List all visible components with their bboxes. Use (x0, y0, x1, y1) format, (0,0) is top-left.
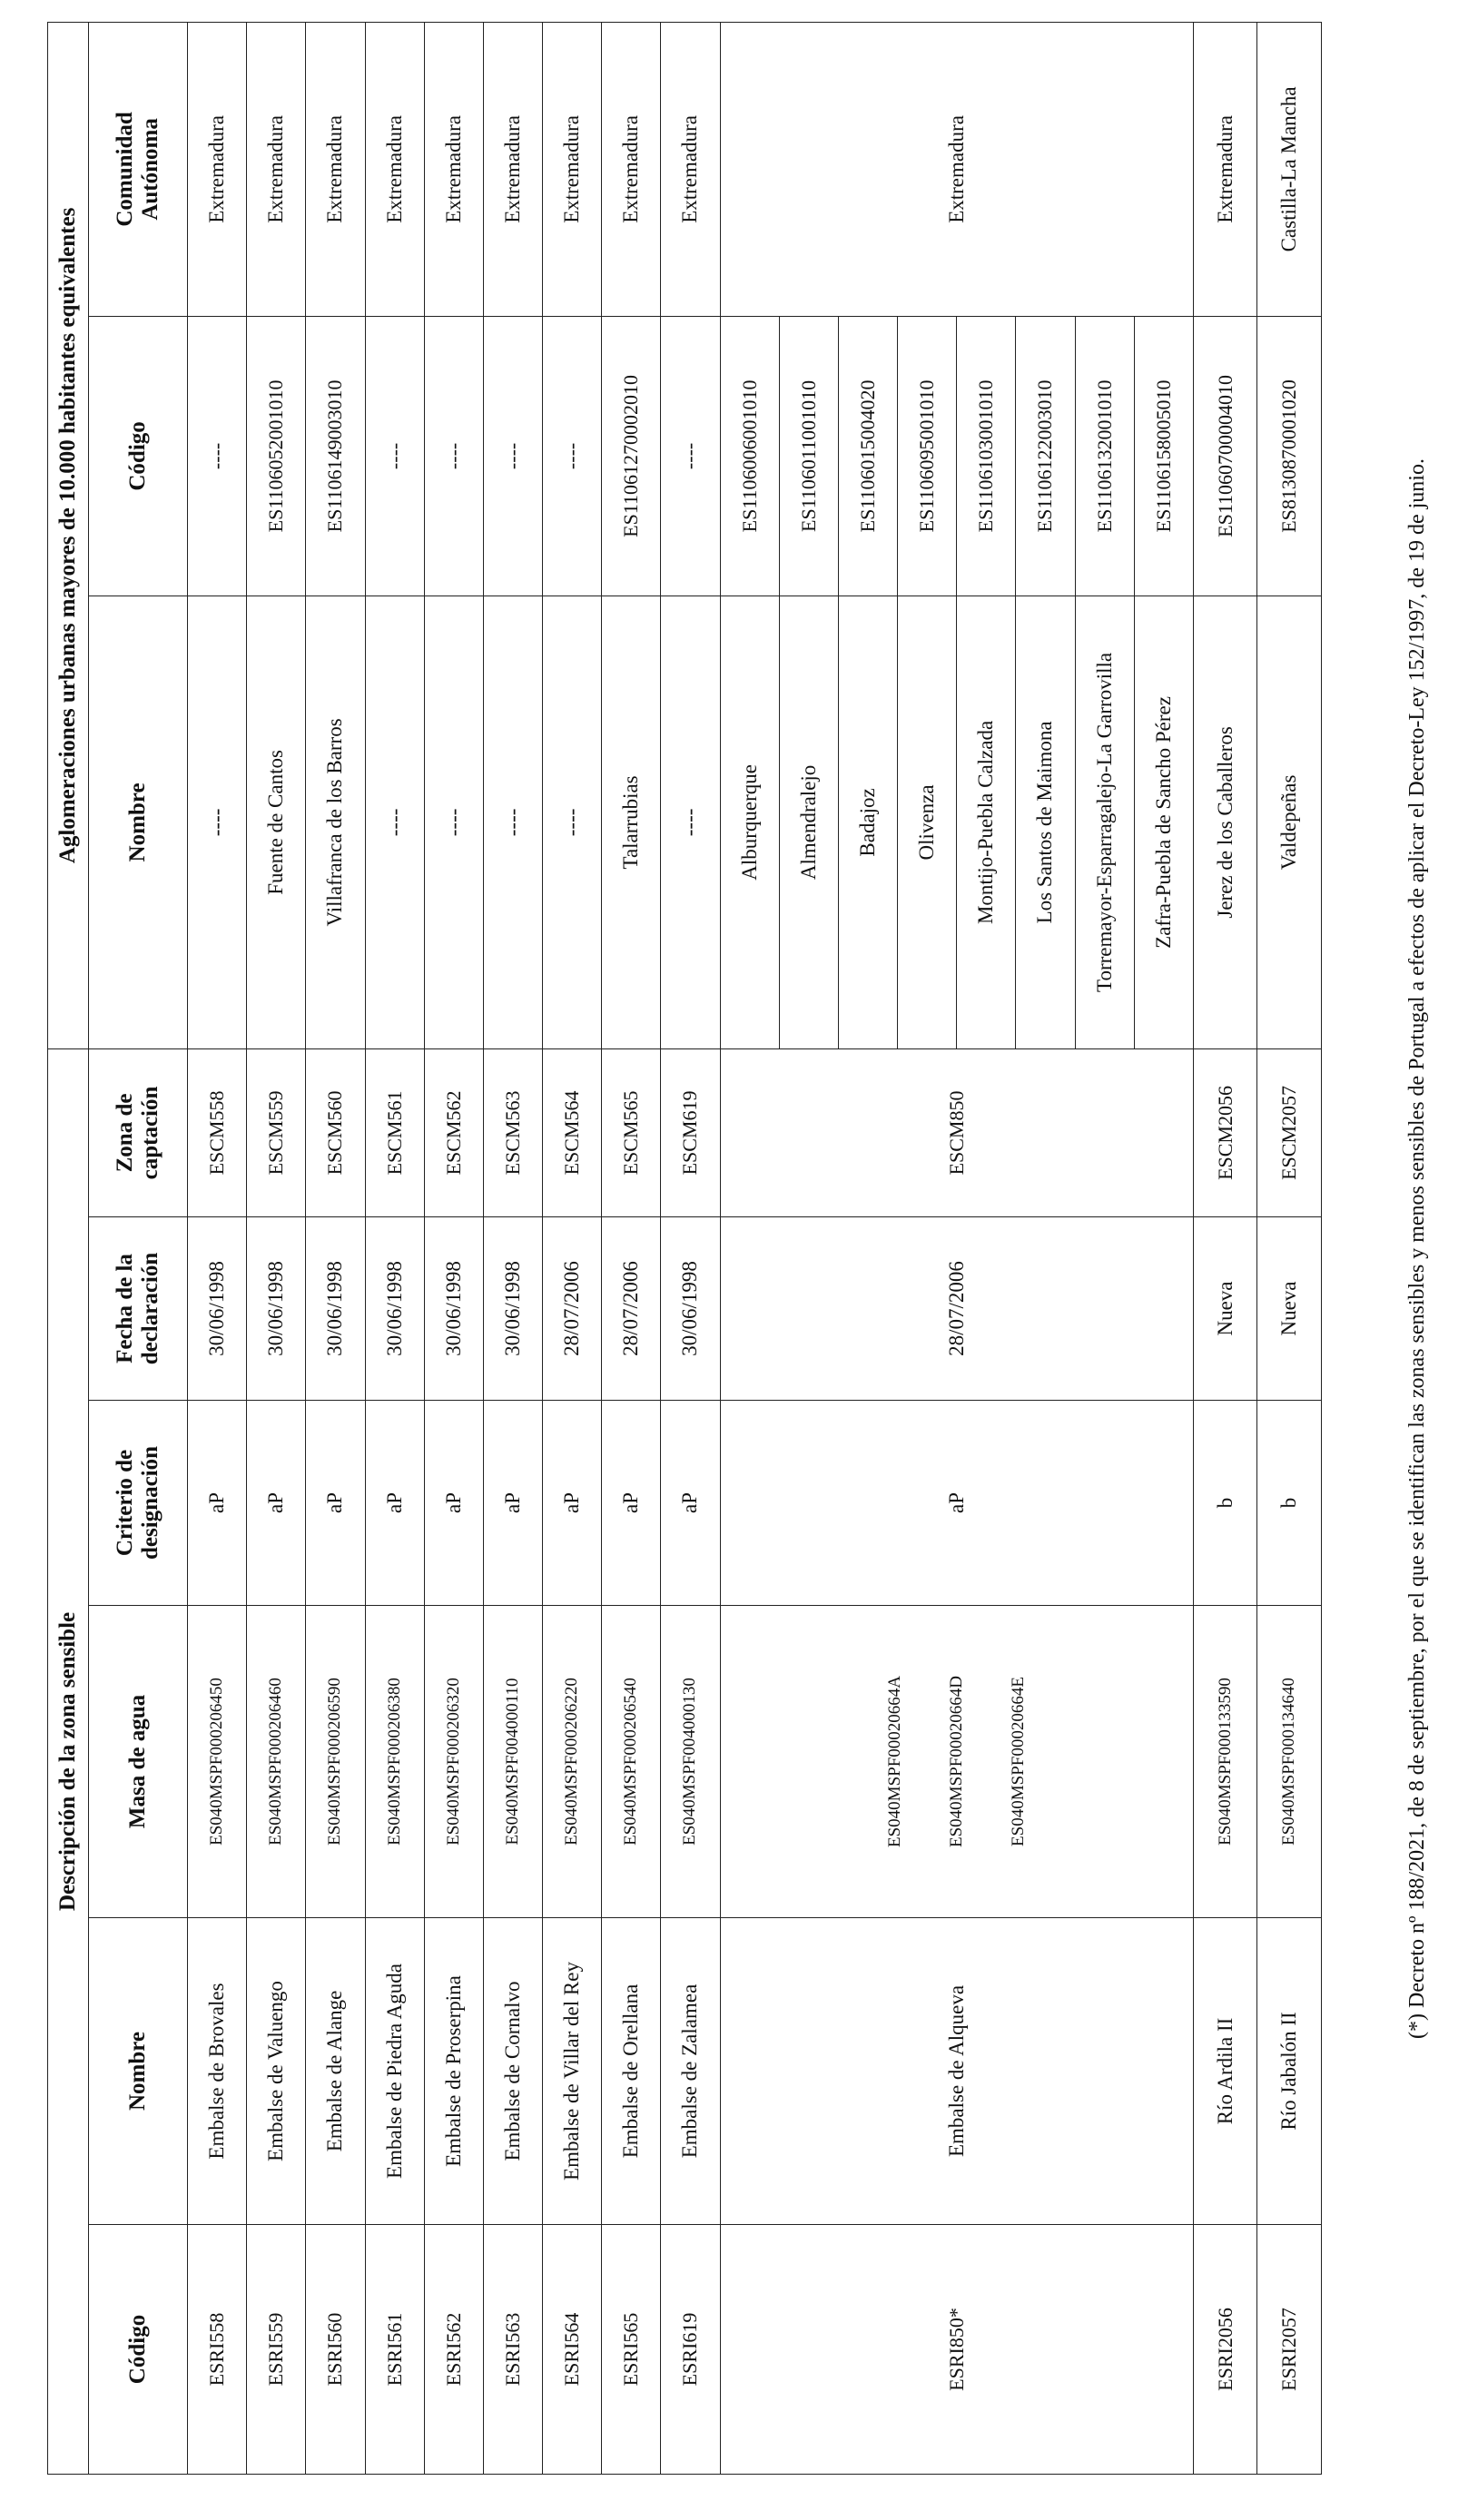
cell-codigo: ESRI559 (247, 2225, 306, 2475)
cell-codigo: ESRI565 (602, 2225, 661, 2475)
table-row (188, 22, 247, 2474)
cell-criterio: aP (247, 1401, 306, 1606)
cell-fecha: 30/06/1998 (247, 1217, 306, 1401)
cell-aglo-nombre: ---- (543, 596, 602, 1048)
cell-comunidad: Extremadura (365, 22, 424, 316)
cell-codigo: ESRI564 (543, 2225, 602, 2475)
cell-nombre: Embalse de Piedra Aguda (365, 1918, 424, 2225)
cell-nombre: Río Ardila II (1193, 1918, 1256, 2225)
footnote: (*) Decreto nº 188/2021, de 8 de septiembre, por el que se identifican las zonas sensibles y menos sensibles de Portugal a efectos de aplicar el Decreto-Ley 152/1997, de 19 de junio. (1405, 458, 1429, 2039)
cell-zona-captacion: ESCM559 (247, 1048, 306, 1216)
table-row (602, 22, 661, 2474)
cell-comunidad: Extremadura (720, 22, 1193, 316)
cell-fecha: 28/07/2006 (543, 1217, 602, 1401)
cell-aglo-nombre: ---- (483, 596, 542, 1048)
cell-nombre: Embalse de Brovales (188, 1918, 247, 2225)
table-row (483, 22, 542, 2474)
col-header-codigo: Código (89, 2225, 188, 2475)
table-row (247, 22, 306, 2474)
cell-aglo-nombre: ---- (188, 596, 247, 1048)
col-header-nombre: Nombre (89, 1918, 188, 2225)
cell-aglo-nombre: Alburquerque (720, 596, 779, 1048)
cell-masa-agua: ES040MSPF000206380 (365, 1606, 424, 1918)
cell-nombre: Embalse de Alqueva (720, 1918, 1193, 2225)
cell-comunidad: Extremadura (543, 22, 602, 316)
cell-codigo: ESRI563 (483, 2225, 542, 2475)
cell-masa-agua: ES040MSPF004000110 (483, 1606, 542, 1918)
zona-line-1: Zona de (113, 1093, 137, 1173)
cell-masa-agua: ES040MSPF000133590 (1193, 1606, 1256, 1918)
cell-zona-captacion: ESCM850 (720, 1048, 1193, 1216)
cell-zona-captacion: ESCM558 (188, 1048, 247, 1216)
col-header-criterio (89, 1401, 188, 1606)
cell-aglo-codigo: ES1106158005010 (1134, 316, 1193, 596)
cell-nombre: Embalse de Cornalvo (483, 1918, 542, 2225)
cell-nombre: Embalse de Alange (306, 1918, 365, 2225)
cell-aglo-nombre: Talarrubias (602, 596, 661, 1048)
cell-aglo-codigo: ES1106006001010 (720, 316, 779, 596)
table-body (188, 22, 1322, 2474)
cell-codigo: ESRI619 (661, 2225, 720, 2475)
comunidad-line-1: Comunidad (113, 112, 137, 227)
cell-aglo-nombre: ---- (424, 596, 483, 1048)
cell-fecha: 30/06/1998 (306, 1217, 365, 1401)
cell-aglo-nombre: ---- (661, 596, 720, 1048)
comunidad-line-2: Autónoma (138, 118, 163, 221)
cell-criterio: aP (188, 1401, 247, 1606)
cell-criterio: aP (602, 1401, 661, 1606)
cell-fecha: 30/06/1998 (365, 1217, 424, 1401)
cell-comunidad: Extremadura (483, 22, 542, 316)
col-header-masa-agua: Masa de agua (89, 1606, 188, 1918)
cell-aglo-codigo: ES11060700004010 (1193, 316, 1256, 596)
cell-codigo: ESRI850* (720, 2225, 1193, 2475)
cell-comunidad: Extremadura (602, 22, 661, 316)
cell-aglo-nombre: Villafranca de los Barros (306, 596, 365, 1048)
cell-masa-agua: ES040MSPF004000130 (661, 1606, 720, 1918)
cell-aglo-nombre: ---- (365, 596, 424, 1048)
zonas-sensibles-table (47, 22, 1322, 2475)
cell-fecha: 28/07/2006 (720, 1217, 1193, 1401)
cell-masa-agua: ES040MSPF000206460 (247, 1606, 306, 1918)
cell-masa-agua: ES040MSPF000206220 (543, 1606, 602, 1918)
cell-zona-captacion: ESCM560 (306, 1048, 365, 1216)
cell-aglo-nombre: Zafra-Puebla de Sancho Pérez (1134, 596, 1193, 1048)
col-header-comunidad (89, 22, 188, 316)
cell-aglo-codigo: ---- (424, 316, 483, 596)
cell-criterio: aP (365, 1401, 424, 1606)
cell-criterio: aP (483, 1401, 542, 1606)
cell-aglo-nombre: Almendralejo (779, 596, 838, 1048)
cell-masa-agua: ES040MSPF000206450 (188, 1606, 247, 1918)
cell-comunidad: Extremadura (306, 22, 365, 316)
cell-aglo-nombre: Montijo-Puebla Calzada (957, 596, 1016, 1048)
cell-criterio: aP (424, 1401, 483, 1606)
table-row (720, 22, 779, 2474)
cell-fecha: 30/06/1998 (424, 1217, 483, 1401)
cell-codigo: ESRI2057 (1257, 2225, 1322, 2475)
zona-line-2: captación (138, 1086, 163, 1180)
cell-criterio: b (1257, 1401, 1322, 1606)
masa-agua-item: ES040MSPF00020664D (946, 1676, 966, 1847)
cell-aglo-nombre: Badajoz (838, 596, 897, 1048)
cell-aglo-codigo: ES1106122003010 (1016, 316, 1075, 596)
cell-codigo: ESRI561 (365, 2225, 424, 2475)
criterio-line-1: Criterio de (113, 1449, 137, 1557)
cell-criterio: aP (306, 1401, 365, 1606)
cell-aglo-codigo: ES1106103001010 (957, 316, 1016, 596)
cell-aglo-codigo: ---- (543, 316, 602, 596)
cell-zona-captacion: ESCM2056 (1193, 1048, 1256, 1216)
cell-fecha: Nueva (1193, 1217, 1256, 1401)
cell-aglo-nombre: Torremayor-Esparragalejo-La Garrovilla (1075, 596, 1134, 1048)
col-header-aglo-nombre: Nombre (89, 596, 188, 1048)
cell-aglo-codigo: ES8130870001020 (1257, 316, 1322, 596)
cell-comunidad: Extremadura (247, 22, 306, 316)
cell-aglo-nombre: Jerez de los Caballeros (1193, 596, 1256, 1048)
cell-aglo-codigo: ES1106052001010 (247, 316, 306, 596)
table-row (306, 22, 365, 2474)
fecha-line-1: Fecha de la (113, 1254, 137, 1363)
cell-nombre: Embalse de Orellana (602, 1918, 661, 2225)
cell-nombre: Embalse de Valuengo (247, 1918, 306, 2225)
cell-aglo-nombre: Valdepeñas (1257, 596, 1322, 1048)
masa-agua-item: ES040MSPF00020664A (884, 1676, 904, 1847)
table-row (1257, 22, 1322, 2474)
cell-masa-agua (720, 1606, 1193, 1918)
cell-fecha: 28/07/2006 (602, 1217, 661, 1401)
cell-zona-captacion: ESCM564 (543, 1048, 602, 1216)
table-row (661, 22, 720, 2474)
cell-aglo-codigo: ES1106015004020 (838, 316, 897, 596)
cell-criterio: aP (720, 1401, 1193, 1606)
cell-aglo-nombre: Olivenza (898, 596, 957, 1048)
cell-zona-captacion: ESCM562 (424, 1048, 483, 1216)
cell-criterio: aP (543, 1401, 602, 1606)
cell-zona-captacion: ESCM565 (602, 1048, 661, 1216)
cell-criterio: aP (661, 1401, 720, 1606)
cell-comunidad: Extremadura (424, 22, 483, 316)
cell-nombre: Embalse de Proserpina (424, 1918, 483, 2225)
cell-codigo: ESRI560 (306, 2225, 365, 2475)
cell-fecha: 30/06/1998 (483, 1217, 542, 1401)
cell-aglo-codigo: ---- (661, 316, 720, 596)
cell-fecha: 30/06/1998 (661, 1217, 720, 1401)
cell-nombre: Embalse de Villar del Rey (543, 1918, 602, 2225)
cell-nombre: Río Jabalón II (1257, 1918, 1322, 2225)
col-header-fecha (89, 1217, 188, 1401)
col-header-zona-captacion (89, 1048, 188, 1216)
cell-codigo: ESRI558 (188, 2225, 247, 2475)
cell-aglo-codigo: ES11061270002010 (602, 316, 661, 596)
group-header-zona-sensible: Descripción de la zona sensible (48, 1048, 89, 2474)
cell-aglo-codigo: ---- (188, 316, 247, 596)
cell-fecha: Nueva (1257, 1217, 1322, 1401)
cell-masa-agua: ES040MSPF000134640 (1257, 1606, 1322, 1918)
cell-comunidad: Castilla-La Mancha (1257, 22, 1322, 316)
cell-zona-captacion: ESCM619 (661, 1048, 720, 1216)
cell-aglo-nombre: Los Santos de Maimona (1016, 596, 1075, 1048)
cell-zona-captacion: ESCM563 (483, 1048, 542, 1216)
cell-aglo-nombre: Fuente de Cantos (247, 596, 306, 1048)
cell-masa-agua: ES040MSPF000206540 (602, 1606, 661, 1918)
cell-codigo: ESRI2056 (1193, 2225, 1256, 2475)
table-row (365, 22, 424, 2474)
cell-masa-agua: ES040MSPF000206320 (424, 1606, 483, 1918)
table-row (543, 22, 602, 2474)
criterio-line-2: designación (138, 1445, 163, 1560)
col-header-aglo-codigo: Código (89, 316, 188, 596)
cell-comunidad: Extremadura (1193, 22, 1256, 316)
cell-fecha: 30/06/1998 (188, 1217, 247, 1401)
cell-aglo-codigo: ES1106011001010 (779, 316, 838, 596)
cell-zona-captacion: ESCM2057 (1257, 1048, 1322, 1216)
cell-zona-captacion: ESCM561 (365, 1048, 424, 1216)
masa-agua-item: ES040MSPF00020664E (1008, 1677, 1028, 1846)
fecha-line-2: declaración (138, 1252, 163, 1365)
group-header-aglomeraciones: Aglomeraciones urbanas mayores de 10.000 habitantes equivalentes (48, 22, 89, 1048)
cell-masa-agua: ES040MSPF000206590 (306, 1606, 365, 1918)
table-row (1193, 22, 1256, 2474)
cell-codigo: ESRI562 (424, 2225, 483, 2475)
cell-aglo-codigo: ES1106132001010 (1075, 316, 1134, 596)
cell-nombre: Embalse de Zalamea (661, 1918, 720, 2225)
cell-aglo-codigo: ES1106149003010 (306, 316, 365, 596)
cell-aglo-codigo: ---- (365, 316, 424, 596)
table-row (424, 22, 483, 2474)
cell-aglo-codigo: ES1106095001010 (898, 316, 957, 596)
cell-comunidad: Extremadura (661, 22, 720, 316)
cell-criterio: b (1193, 1401, 1256, 1606)
cell-comunidad: Extremadura (188, 22, 247, 316)
cell-aglo-codigo: ---- (483, 316, 542, 596)
